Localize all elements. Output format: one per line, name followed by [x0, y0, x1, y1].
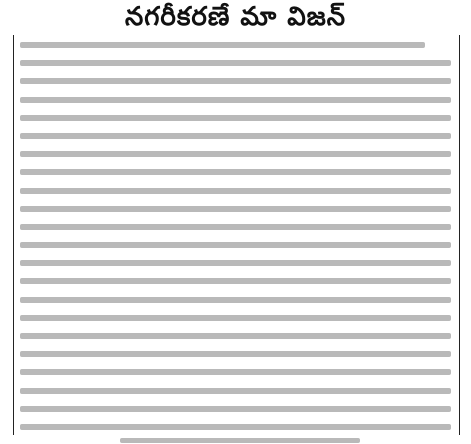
text-line-placeholder — [20, 78, 451, 84]
text-line-placeholder — [20, 351, 451, 357]
text-line-placeholder — [20, 260, 451, 266]
text-line-placeholder — [20, 206, 451, 212]
text-line-placeholder — [20, 115, 451, 121]
text-line-placeholder — [20, 406, 451, 412]
text-line-placeholder — [20, 278, 451, 284]
text-line-placeholder — [20, 224, 451, 230]
next-headline-fragment — [120, 438, 360, 443]
text-line-placeholder — [20, 388, 451, 394]
text-line-placeholder — [20, 133, 451, 139]
text-line-placeholder — [20, 333, 451, 339]
text-line-placeholder — [20, 188, 451, 194]
text-line-placeholder — [20, 315, 451, 321]
article-headline: నగరీకరణే మా విజన్ — [125, 2, 346, 32]
text-line-placeholder — [20, 242, 451, 248]
text-line-placeholder — [20, 151, 451, 157]
text-line-placeholder — [20, 97, 451, 103]
text-line-placeholder — [20, 42, 425, 48]
text-line-placeholder — [20, 369, 451, 375]
article-body — [20, 42, 451, 432]
text-line-placeholder — [20, 169, 451, 175]
text-line-placeholder — [20, 297, 451, 303]
text-line-placeholder — [20, 424, 451, 430]
text-line-placeholder — [20, 60, 451, 66]
